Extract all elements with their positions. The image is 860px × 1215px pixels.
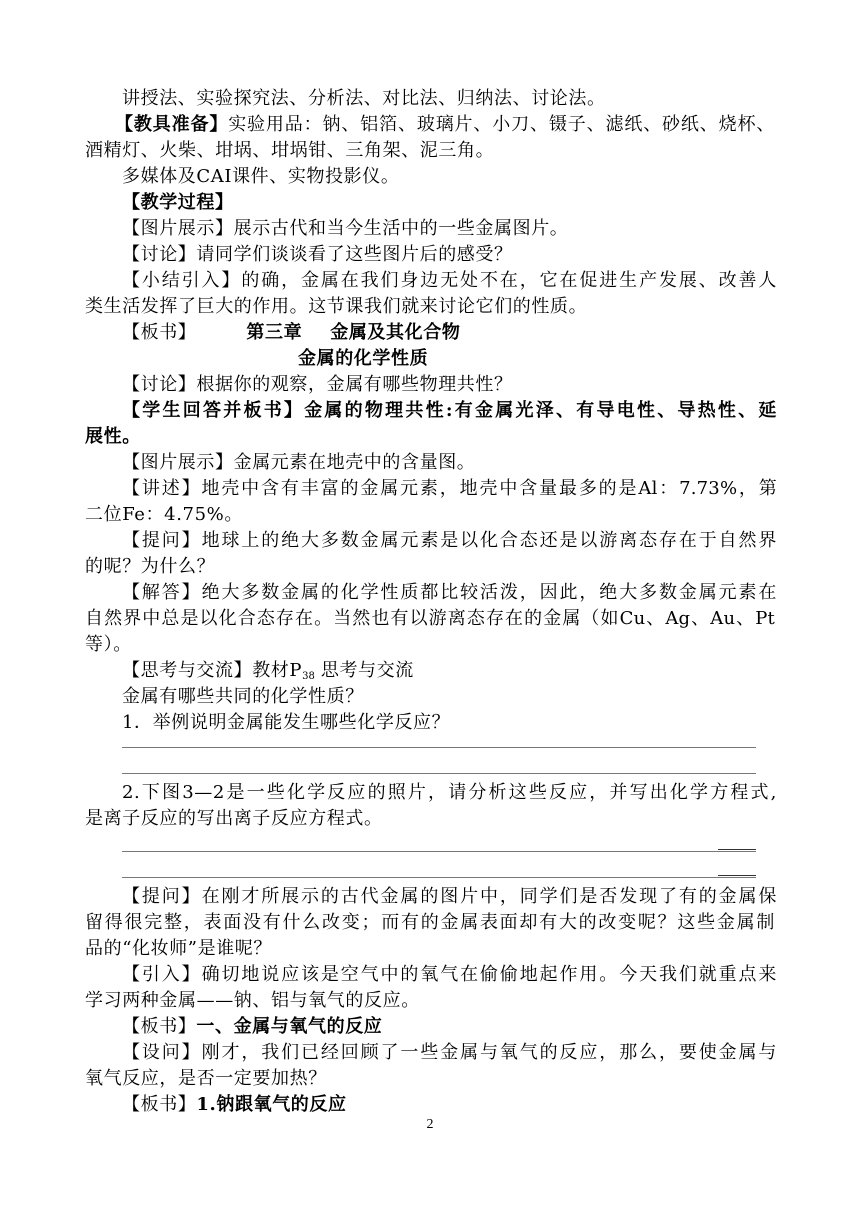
text-line: 留得很完整，表面没有什么改变；而有的金属表面却有大的改变呢？这些金属制 — [85, 912, 775, 933]
text-line: 【板书】 第三章 金属及其化合物 — [122, 322, 461, 343]
answer-blank-line — [122, 747, 756, 748]
text-line: 的呢？为什么？ — [85, 556, 216, 577]
text-line: 类生活发挥了巨大的作用。这节课我们就来讨论它们的性质。 — [85, 296, 588, 317]
text-line: 多媒体及CAI课件、实物投影仪。 — [122, 166, 400, 187]
answer-blank-line — [122, 773, 756, 774]
text-line: 【教具准备】实验用品：钠、铝箔、玻璃片、小刀、镊子、滤纸、砂纸、烧杯、 — [85, 112, 775, 138]
text-line: 是离子反应的写出离子反应方程式。 — [85, 808, 383, 829]
text-line: 【板书】1.钠跟氧气的反应 — [122, 1094, 347, 1115]
answer-blank-line — [718, 849, 756, 850]
text-line: 【思考与交流】教材$P_{38}$ 思考与交流 — [122, 660, 414, 682]
text-line: 【引入】确切地说应该是空气中的氧气在偷偷地起作用。今天我们就重点来 — [122, 964, 777, 985]
text-line: 【设问】刚才，我们已经回顾了一些金属与氧气的反应，那么，要使金属与 — [122, 1042, 777, 1063]
text-line: 【图片展示】展示古代和当今生活中的一些金属图片。 — [122, 218, 569, 239]
text-line: 【讨论】根据你的观察，金属有哪些物理共性？ — [122, 374, 513, 395]
text-line: 【学生回答并板书】金属的物理共性:有金属光泽、有导电性、导热性、延 — [122, 400, 777, 421]
text-line: 学习两种金属——钠、铝与氧气的反应。 — [85, 990, 420, 1011]
answer-blank-line — [122, 877, 756, 878]
text-line: 【小结引入】的确，金属在我们身边无处不在，它在促进生产发展、改善人 — [122, 270, 777, 291]
text-line: 【讨论】请同学们谈谈看了这些图片后的感受？ — [122, 244, 513, 265]
text-line: 自然界中总是以化合态存在。当然也有以游离态存在的金属（如Cu、Ag、Au、Pt — [85, 608, 775, 629]
answer-blank-line — [122, 851, 756, 852]
text-line: 【讲述】地壳中含有丰富的金属元素，地壳中含量最多的是Al：7.73%，第 — [122, 478, 777, 499]
text-line: 【提问】地球上的绝大多数金属元素是以化合态还是以游离态存在于自然界 — [122, 530, 777, 551]
text-line: 讲授法、实验探究法、分析法、对比法、归纳法、讨论法。 — [122, 88, 606, 109]
text-line: 【解答】绝大多数金属的化学性质都比较活泼，因此，绝大多数金属元素在 — [122, 582, 777, 603]
text-line: 氧气反应，是否一定要加热？ — [85, 1068, 327, 1089]
section-tag: 【教具准备】 — [115, 114, 229, 135]
answer-blank-line — [718, 875, 756, 876]
question-1: 1．举例说明金属能发生哪些化学反应？ — [122, 712, 451, 733]
text-line: 展性。 — [85, 426, 141, 447]
text-line: 等）。 — [85, 634, 132, 655]
text-line: 酒精灯、火柴、坩埚、坩埚钳、三角架、泥三角。 — [85, 140, 495, 161]
text-line: 品的“化妆师”是谁呢？ — [85, 938, 273, 959]
question-2: 2.下图3—2是一些化学反应的照片，请分析这些反应，并写出化学方程式, — [122, 782, 777, 803]
text-line: 【板书】一、金属与氧气的反应 — [122, 1016, 383, 1037]
section-title: 金属的化学性质 — [298, 348, 429, 369]
page-number: 2 — [426, 1117, 434, 1132]
text-line: 二位Fe：4.75%。 — [85, 504, 243, 525]
section-heading: 【教学过程】 — [122, 192, 234, 213]
text-line: 【图片展示】金属元素在地壳中的含量图。 — [122, 452, 476, 473]
text-line: 金属有哪些共同的化学性质？ — [122, 686, 364, 707]
subscript: 38 — [302, 671, 315, 682]
text-line: 【提问】在刚才所展示的古代金属的图片中，同学们是否发现了有的金属保 — [122, 886, 777, 907]
chapter-number: 第三章 — [246, 322, 303, 343]
chapter-title: 金属及其化合物 — [330, 322, 461, 343]
